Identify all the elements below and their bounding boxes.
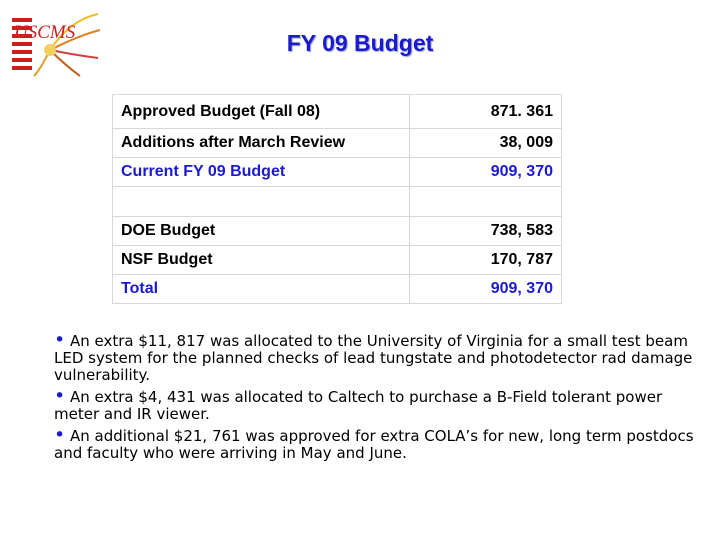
row-value: 170, 787 (410, 246, 562, 275)
logo-text: USCMS (14, 22, 76, 43)
note-item (54, 329, 694, 384)
row-label: DOE Budget (113, 217, 410, 246)
table-row-empty (113, 187, 562, 217)
row-label: Current FY 09 Budget (113, 158, 410, 187)
table-row (113, 158, 562, 187)
table-row (113, 129, 562, 158)
note-item (54, 385, 694, 423)
bullet-icon: • (54, 329, 66, 351)
note-text: An extra $11, 817 was allocated to the University of Virginia for a small test beam LED system for the planned checks of lead tungstate and photodetector rad damage vulnerability. (54, 332, 693, 384)
note-text: An extra $4, 431 was allocated to Caltech to purchase a B-Field tolerant power meter and IR viewer. (54, 388, 663, 423)
notes-list (54, 329, 694, 466)
note-item (54, 424, 694, 462)
row-value: 909, 370 (410, 275, 562, 304)
row-label: NSF Budget (113, 246, 410, 275)
row-value (410, 187, 562, 217)
bullet-icon: • (54, 424, 66, 446)
table-row (113, 275, 562, 304)
row-label: Approved Budget (Fall 08) (113, 95, 410, 129)
slide-title: FY 09 Budget (286, 30, 434, 56)
row-value: 871. 361 (410, 95, 562, 129)
row-value: 38, 009 (410, 129, 562, 158)
table-row (113, 217, 562, 246)
bullet-icon: • (54, 385, 66, 407)
row-label (113, 187, 410, 217)
row-value: 909, 370 (410, 158, 562, 187)
budget-table (112, 94, 562, 304)
note-text: An additional $21, 761 was approved for extra COLA’s for new, long term postdocs and faculty who were arriving in May and June. (54, 427, 694, 462)
row-value: 738, 583 (410, 217, 562, 246)
table-row (113, 246, 562, 275)
row-label: Total (113, 275, 410, 304)
row-label: Additions after March Review (113, 129, 410, 158)
table-row (113, 95, 562, 129)
